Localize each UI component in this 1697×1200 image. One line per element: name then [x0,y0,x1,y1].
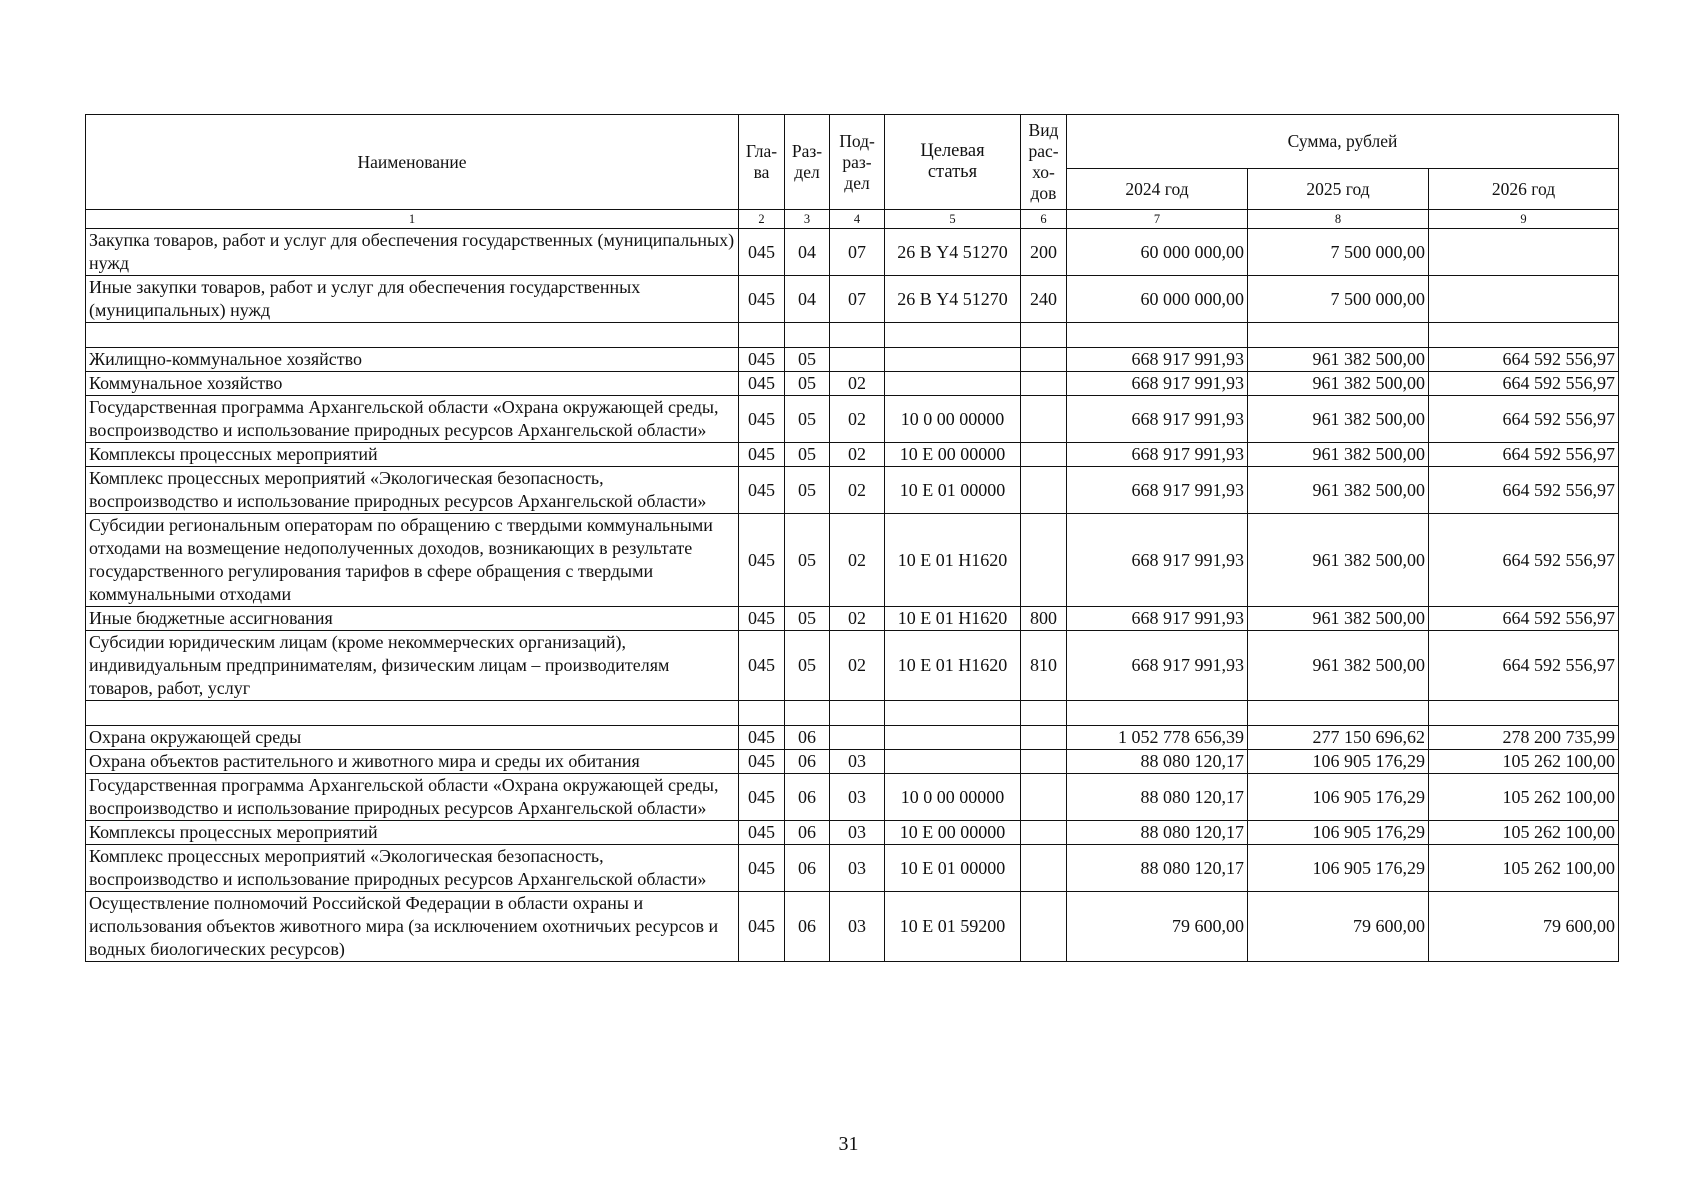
cell-expense-type [1021,750,1067,774]
cell-chapter: 045 [739,607,785,631]
cell-subsection: 02 [830,396,885,443]
col-number: 1 [86,210,739,229]
col-number: 3 [785,210,830,229]
cell-sum-2026: 105 262 100,00 [1429,821,1619,845]
cell-name: Государственная программа Архангельской области «Охрана окружающей среды, воспроизводство и использование природных ресурсов Архангельской области» [86,774,739,821]
cell-expense-type: 810 [1021,631,1067,701]
cell-sum-2024: 88 080 120,17 [1067,821,1248,845]
empty-cell [1248,701,1429,726]
header-year-2026: 2026 год [1429,169,1619,210]
cell-sum-2026: 664 592 556,97 [1429,607,1619,631]
cell-subsection: 03 [830,774,885,821]
cell-sum-2024: 668 917 991,93 [1067,372,1248,396]
cell-subsection: 03 [830,845,885,892]
cell-sum-2025: 106 905 176,29 [1248,774,1429,821]
cell-expense-type [1021,443,1067,467]
cell-name: Иные бюджетные ассигнования [86,607,739,631]
empty-cell [1429,323,1619,348]
cell-expense-type [1021,774,1067,821]
cell-sum-2025: 961 382 500,00 [1248,607,1429,631]
empty-cell [86,323,739,348]
cell-target-article: 26 В Y4 51270 [885,276,1021,323]
cell-sum-2024: 1 052 778 656,39 [1067,726,1248,750]
empty-cell [830,701,885,726]
cell-section: 06 [785,774,830,821]
cell-sum-2026: 105 262 100,00 [1429,750,1619,774]
cell-target-article: 10 Е 01 59200 [885,892,1021,962]
cell-chapter: 045 [739,396,785,443]
cell-name: Жилищно-коммунальное хозяйство [86,348,739,372]
empty-cell [1021,323,1067,348]
cell-chapter: 045 [739,750,785,774]
cell-target-article: 10 Е 01 00000 [885,845,1021,892]
budget-sheet [85,114,1618,962]
cell-sum-2026: 664 592 556,97 [1429,631,1619,701]
cell-section: 05 [785,443,830,467]
col-number: 4 [830,210,885,229]
cell-target-article: 10 Е 01 Н1620 [885,607,1021,631]
cell-expense-type [1021,514,1067,607]
header-chapter [739,115,785,210]
header-subsection-label: Под- раз- дел [839,130,875,193]
col-number: 8 [1248,210,1429,229]
empty-cell [86,701,739,726]
table-row [86,750,1619,774]
table-row [86,443,1619,467]
cell-sum-2025: 961 382 500,00 [1248,372,1429,396]
table-row [86,774,1619,821]
column-number-row [86,210,1619,229]
cell-sum-2025: 106 905 176,29 [1248,750,1429,774]
cell-sum-2026: 105 262 100,00 [1429,845,1619,892]
cell-sum-2024: 668 917 991,93 [1067,396,1248,443]
cell-sum-2025: 106 905 176,29 [1248,845,1429,892]
cell-chapter: 045 [739,348,785,372]
table-body [86,229,1619,962]
cell-section: 06 [785,750,830,774]
cell-section: 06 [785,726,830,750]
cell-target-article [885,372,1021,396]
cell-sum-2024: 88 080 120,17 [1067,750,1248,774]
cell-chapter: 045 [739,726,785,750]
cell-sum-2024: 668 917 991,93 [1067,607,1248,631]
table-row [86,607,1619,631]
cell-sum-2026: 664 592 556,97 [1429,372,1619,396]
cell-subsection: 07 [830,276,885,323]
cell-sum-2026: 105 262 100,00 [1429,774,1619,821]
cell-sum-2024: 668 917 991,93 [1067,467,1248,514]
cell-sum-2025: 79 600,00 [1248,892,1429,962]
cell-subsection: 02 [830,607,885,631]
header-expense-type [1021,115,1067,210]
spacer-row [86,701,1619,726]
cell-subsection: 07 [830,229,885,276]
table-row [86,631,1619,701]
cell-expense-type [1021,726,1067,750]
cell-name: Иные закупки товаров, работ и услуг для обеспечения государственных (муниципальных) нужд [86,276,739,323]
cell-sum-2025: 961 382 500,00 [1248,396,1429,443]
table-row [86,348,1619,372]
cell-expense-type [1021,821,1067,845]
header-sum-title: Сумма, рублей [1067,115,1619,169]
cell-section: 05 [785,372,830,396]
cell-expense-type [1021,845,1067,892]
cell-sum-2026 [1429,229,1619,276]
cell-chapter: 045 [739,631,785,701]
cell-section: 05 [785,396,830,443]
cell-name: Комплекс процессных мероприятий «Экологическая безопасность, воспроизводство и использование природных ресурсов Архангельской области» [86,467,739,514]
empty-cell [885,701,1021,726]
col-number: 9 [1429,210,1619,229]
table-row [86,845,1619,892]
cell-name: Охрана окружающей среды [86,726,739,750]
cell-chapter: 045 [739,276,785,323]
cell-subsection [830,348,885,372]
cell-chapter: 045 [739,821,785,845]
cell-sum-2024: 88 080 120,17 [1067,774,1248,821]
cell-section: 05 [785,631,830,701]
empty-cell [1248,323,1429,348]
cell-chapter: 045 [739,845,785,892]
cell-sum-2024: 88 080 120,17 [1067,845,1248,892]
empty-cell [739,701,785,726]
cell-section: 05 [785,348,830,372]
cell-section: 04 [785,229,830,276]
cell-chapter: 045 [739,467,785,514]
cell-sum-2024: 60 000 000,00 [1067,229,1248,276]
header-section [785,115,830,210]
header-subsection [830,115,885,210]
cell-expense-type: 200 [1021,229,1067,276]
cell-chapter: 045 [739,372,785,396]
cell-sum-2024: 668 917 991,93 [1067,348,1248,372]
cell-sum-2026 [1429,276,1619,323]
header-year-2025: 2025 год [1248,169,1429,210]
cell-sum-2024: 668 917 991,93 [1067,631,1248,701]
cell-target-article: 26 В Y4 51270 [885,229,1021,276]
table-header [86,115,1619,229]
cell-section: 04 [785,276,830,323]
cell-chapter: 045 [739,443,785,467]
cell-chapter: 045 [739,892,785,962]
empty-cell [1067,701,1248,726]
cell-name: Комплексы процессных мероприятий [86,821,739,845]
cell-expense-type [1021,396,1067,443]
cell-sum-2024: 60 000 000,00 [1067,276,1248,323]
empty-cell [830,323,885,348]
cell-target-article: 10 Е 00 00000 [885,821,1021,845]
cell-target-article [885,750,1021,774]
cell-name: Государственная программа Архангельской области «Охрана окружающей среды, воспроизводство и использование природных ресурсов Архангельской области» [86,396,739,443]
cell-name: Комплексы процессных мероприятий [86,443,739,467]
header-target-label: Целевая статья [920,141,985,182]
table-row [86,396,1619,443]
cell-sum-2025: 7 500 000,00 [1248,276,1429,323]
cell-sum-2026: 278 200 735,99 [1429,726,1619,750]
cell-section: 05 [785,467,830,514]
cell-name: Субсидии региональным операторам по обращению с твердыми коммунальными отходами на возмещение недополученных доходов, возникающих в результате государственного регулирования тарифов в сфере обращения с твердыми коммунальными отходами [86,514,739,607]
cell-expense-type [1021,372,1067,396]
cell-target-article: 10 Е 01 00000 [885,467,1021,514]
cell-sum-2026: 664 592 556,97 [1429,467,1619,514]
cell-target-article [885,726,1021,750]
header-chapter-label: Гла- ва [745,141,778,182]
cell-sum-2025: 961 382 500,00 [1248,631,1429,701]
header-name: Наименование [86,115,739,210]
table-row [86,372,1619,396]
cell-name: Охрана объектов растительного и животного мира и среды их обитания [86,750,739,774]
cell-expense-type: 800 [1021,607,1067,631]
cell-section: 06 [785,892,830,962]
cell-target-article: 10 0 00 00000 [885,396,1021,443]
cell-target-article [885,348,1021,372]
table-row [86,892,1619,962]
cell-subsection: 03 [830,892,885,962]
cell-subsection: 02 [830,443,885,467]
empty-cell [785,323,830,348]
cell-sum-2024: 79 600,00 [1067,892,1248,962]
spacer-row [86,323,1619,348]
cell-sum-2025: 961 382 500,00 [1248,443,1429,467]
table-row [86,726,1619,750]
empty-cell [785,701,830,726]
table-row [86,467,1619,514]
cell-sum-2026: 664 592 556,97 [1429,348,1619,372]
cell-section: 05 [785,607,830,631]
cell-subsection: 02 [830,631,885,701]
table-row [86,821,1619,845]
cell-sum-2025: 961 382 500,00 [1248,467,1429,514]
cell-sum-2026: 664 592 556,97 [1429,443,1619,467]
cell-sum-2025: 106 905 176,29 [1248,821,1429,845]
cell-subsection [830,726,885,750]
cell-subsection: 02 [830,514,885,607]
empty-cell [1021,701,1067,726]
cell-chapter: 045 [739,774,785,821]
cell-name: Закупка товаров, работ и услуг для обеспечения государственных (муниципальных) нужд [86,229,739,276]
cell-sum-2024: 668 917 991,93 [1067,443,1248,467]
header-section-label: Раз- дел [791,141,823,182]
empty-cell [739,323,785,348]
cell-name: Коммунальное хозяйство [86,372,739,396]
cell-name: Комплекс процессных мероприятий «Экологическая безопасность, воспроизводство и использование природных ресурсов Архангельской области» [86,845,739,892]
budget-table [85,114,1619,962]
cell-target-article: 10 0 00 00000 [885,774,1021,821]
cell-subsection: 03 [830,750,885,774]
cell-sum-2024: 668 917 991,93 [1067,514,1248,607]
cell-sum-2025: 7 500 000,00 [1248,229,1429,276]
cell-expense-type [1021,348,1067,372]
cell-sum-2025: 961 382 500,00 [1248,348,1429,372]
cell-target-article: 10 Е 01 Н1620 [885,631,1021,701]
cell-sum-2026: 79 600,00 [1429,892,1619,962]
cell-name: Субсидии юридическим лицам (кроме некоммерческих организаций), индивидуальным предпринимателям, физическим лицам – производителям товаров, работ, услуг [86,631,739,701]
cell-sum-2025: 961 382 500,00 [1248,514,1429,607]
cell-chapter: 045 [739,514,785,607]
header-target [885,115,1021,210]
table-row [86,229,1619,276]
col-number: 6 [1021,210,1067,229]
cell-target-article: 10 Е 00 00000 [885,443,1021,467]
cell-expense-type: 240 [1021,276,1067,323]
col-number: 7 [1067,210,1248,229]
col-number: 5 [885,210,1021,229]
cell-sum-2026: 664 592 556,97 [1429,514,1619,607]
cell-expense-type [1021,892,1067,962]
cell-subsection: 02 [830,372,885,396]
col-number: 2 [739,210,785,229]
cell-target-article: 10 Е 01 Н1620 [885,514,1021,607]
empty-cell [1067,323,1248,348]
cell-subsection: 03 [830,821,885,845]
table-row [86,514,1619,607]
table-row [86,276,1619,323]
cell-section: 06 [785,845,830,892]
header-expense-type-label: Вид рас- хо- дов [1028,120,1059,203]
cell-subsection: 02 [830,467,885,514]
cell-chapter: 045 [739,229,785,276]
empty-cell [885,323,1021,348]
empty-cell [1429,701,1619,726]
cell-name: Осуществление полномочий Российской Федерации в области охраны и использования объектов животного мира (за исключением охотничьих ресурсов и водных биологических ресурсов) [86,892,739,962]
header-year-2024: 2024 год [1067,169,1248,210]
cell-section: 06 [785,821,830,845]
page-number: 31 [838,1133,859,1155]
cell-sum-2025: 277 150 696,62 [1248,726,1429,750]
cell-expense-type [1021,467,1067,514]
cell-sum-2026: 664 592 556,97 [1429,396,1619,443]
cell-section: 05 [785,514,830,607]
